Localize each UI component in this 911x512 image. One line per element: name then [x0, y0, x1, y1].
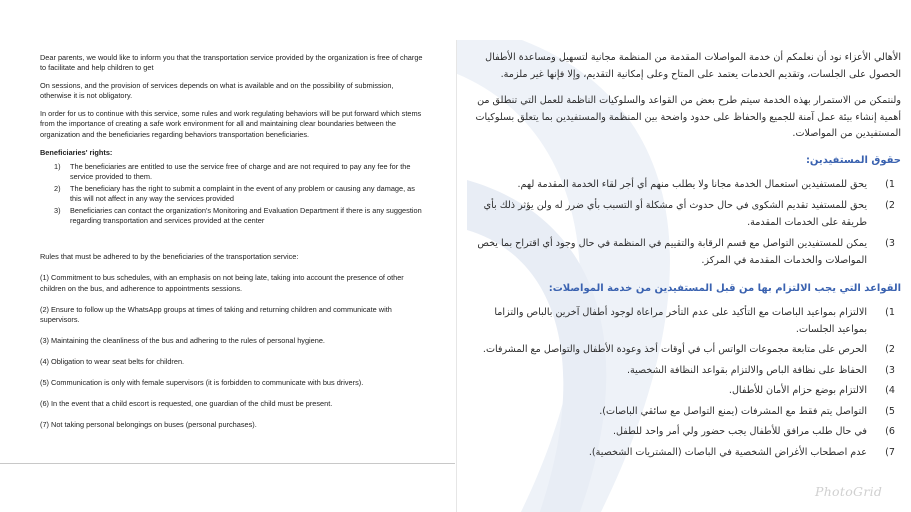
list-text: الالتزام بوضع حزام الأمان للأطفال.	[728, 385, 867, 396]
arabic-content	[469, 50, 901, 473]
arabic-rules-title: القواعد التي يجب الالتزام بها من قبل المستفيدين من خدمة المواصلات:	[548, 283, 901, 294]
english-rule: (3) Maintaining the cleanliness of the bus and adhering to the rules of personal hygiene.	[40, 335, 325, 345]
list-text: The beneficiary has the right to submit a complaint in the event of any problem or causing any damage, as this will not affect in any way the services provided	[70, 183, 415, 204]
english-intro-1: Dear parents, we would like to inform you that the transportation service provided by the organization is free of charge to facilitate and help children to get	[40, 53, 423, 73]
english-rules-intro: Rules that must be adhered to by the beneficiaries of the transportation service:	[40, 252, 299, 262]
list-text: عدم اصطحاب الأغراض الشخصية في الباصات (المشتريات الشخصية).	[588, 446, 867, 458]
list-number: 2)	[54, 183, 61, 193]
list-number: 2)	[885, 344, 895, 355]
english-rule: (5) Communication is only with female supervisors (it is forbidden to communicate with bus drivers).	[40, 377, 364, 387]
english-rule: (1) Commitment to bus schedules, with an emphasis on not being late, taking into account the presence of other children on the bus, and adherence to appointments sessions.	[40, 273, 404, 293]
list-item	[40, 184, 425, 204]
list-number: 3)	[885, 364, 895, 376]
list-text: الالتزام بمواعيد الباصات مع التأكيد على عدم التأخر مراعاة لوجود أطفال آخرين بالباص والتزاما بمواعيد الجلسات.	[494, 307, 867, 335]
list-number: 1)	[885, 178, 895, 190]
list-number: 3)	[885, 238, 895, 249]
arabic-rights-list	[469, 177, 901, 270]
arabic-rights-title: حقوق المستفيدين:	[805, 154, 901, 166]
list-number: 6)	[885, 426, 895, 437]
arabic-rules-list	[469, 305, 901, 461]
list-item	[469, 342, 901, 359]
english-rule: (4) Obligation to wear seat belts for children.	[40, 356, 185, 366]
english-intro-3: In order for us to continue with this service, some rules and work regulating behaviors will be put forward which stems from the importance of creating a safe work environment for all and maintaining clear boundaries between the organization and the beneficiaries regarding behaviors transportation beneficiaries.	[40, 109, 422, 139]
list-text: Beneficiaries can contact the organization's Monitoring and Evaluation Department if there is any suggestion regarding transportation and services provided at the center	[70, 206, 422, 226]
list-item	[469, 383, 901, 400]
list-item	[40, 206, 425, 226]
list-item	[469, 198, 901, 231]
list-number: 5)	[885, 405, 895, 417]
list-item	[40, 162, 425, 182]
list-item	[469, 404, 901, 421]
list-number: 4)	[885, 385, 895, 396]
english-rule: (6) In the event that a child escort is requested, one guardian of the child must be present.	[40, 399, 333, 409]
english-rule: (7) Not taking personal belongings on buses (personal purchases).	[40, 420, 257, 430]
arabic-intro-1: الأهالي الأعزاء نود أن نعلمكم أن خدمة المواصلات المقدمة من المنظمة مجانية لتسهيل ومساعدة الأطفال الحصول على الجلسات، وتقديم الخدمات يعتمد على المتاح وعلى إمكانية التقديم، وإلا فإنها غير ملزمة.	[485, 52, 901, 80]
english-rights-list	[40, 162, 425, 227]
list-text: الحفاظ على نظافة الباص والالتزام بقواعد النظافة الشخصية.	[626, 364, 867, 376]
arabic-intro-2: ولنتمكن من الاستمرار بهذه الخدمة سيتم طرح بعض من القواعد والسلوكيات الناظمة للعمل التي تنطلق من أهمية إنشاء بيئة عمل آمنة للجميع والحفاظ على حدود واضحة بين المنظمة والمستفيدين بما يتعلق بسلوكيات المستفيدين من المواصلات.	[475, 95, 901, 139]
list-text: يحق للمستفيدين استعمال الخدمة مجانا ولا يطلب منهم أي أجر لقاء الخدمة المقدمة لهم.	[517, 178, 867, 190]
english-rule: (2) Ensure to follow up the WhatsApp groups at times of taking and returning children and communicate with supervisors.	[40, 304, 392, 324]
list-number: 1)	[54, 161, 61, 171]
list-text: الحرص على متابعة مجموعات الواتس أب في أوقات أخذ وعودة الأطفال والتواصل مع المشرفات.	[482, 344, 867, 355]
list-text: يمكن للمستفيدين التواصل مع قسم الرقابة والتقييم في المنظمة في حال وجود أي اقتراح بما يخص المواصلات والخدمات المقدمة في المركز.	[477, 238, 867, 266]
english-page	[0, 0, 455, 512]
list-item	[469, 177, 901, 194]
page-divider	[0, 463, 455, 464]
list-item	[469, 236, 901, 269]
english-rights-title: Beneficiaries' rights:	[40, 147, 113, 157]
list-number: 7)	[885, 446, 895, 458]
list-number: 2)	[885, 200, 895, 211]
list-number: 1)	[885, 307, 895, 318]
english-intro-2: On sessions, and the provision of services depends on what is available and on the possibility of submission, otherwise it is not obligatory.	[40, 81, 394, 101]
list-text: في حال طلب مرافق للأطفال يجب حضور ولي أمر واحد للطفل.	[612, 426, 867, 437]
list-item	[469, 305, 901, 338]
list-item	[469, 424, 901, 441]
list-text: The beneficiaries are entitled to use the service free of charge and are not required to pay any fee for the service provided to them.	[70, 161, 411, 181]
list-item	[469, 363, 901, 380]
list-number: 3)	[54, 206, 61, 216]
list-text: التواصل يتم فقط مع المشرفات (يمنع التواصل مع سائقي الباصات).	[599, 405, 867, 417]
photogrid-watermark: PhotoGrid	[815, 484, 883, 499]
list-item	[469, 445, 901, 462]
arabic-page	[456, 40, 911, 512]
list-text: يحق للمستفيد تقديم الشكوى في حال حدوث أي مشكلة أو التسبب بأي ضرر له ولن يؤثر ذلك بأي طريقة على الخدمات المقدمة.	[483, 200, 867, 228]
